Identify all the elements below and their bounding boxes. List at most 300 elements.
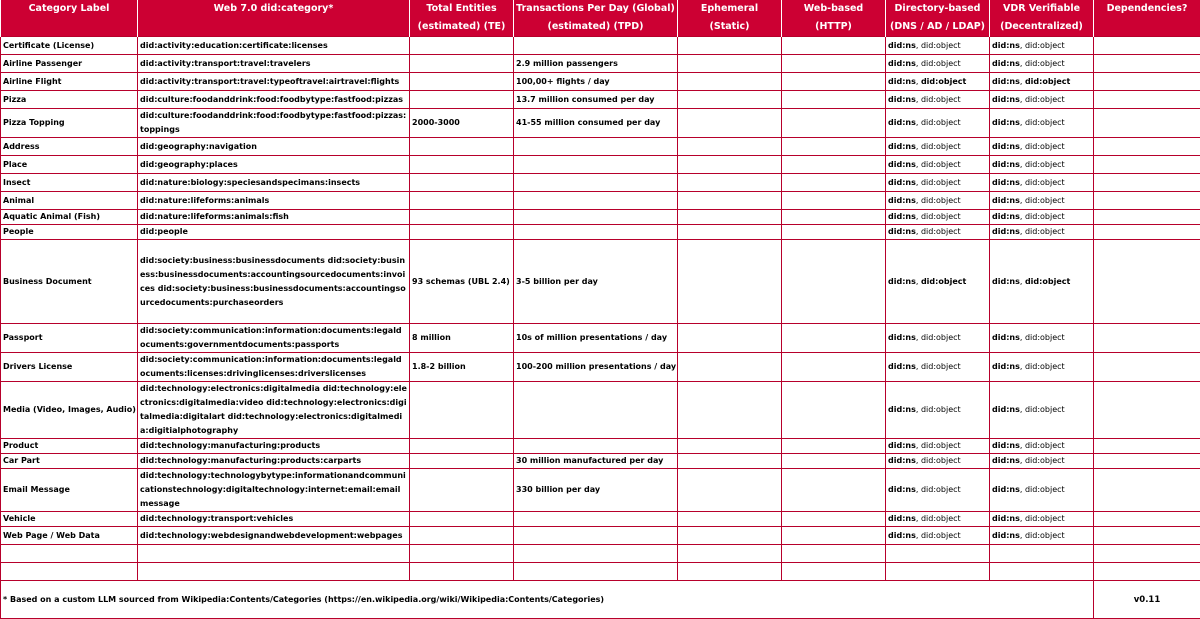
dependencies-cell[interactable] [1094, 37, 1200, 55]
web-based-cell[interactable] [782, 353, 886, 382]
empty-cell[interactable] [1, 545, 138, 563]
directory-based-cell[interactable] [886, 225, 990, 240]
dependencies-cell[interactable] [1094, 210, 1200, 225]
directory-based-cell[interactable] [886, 192, 990, 210]
dependencies-cell[interactable] [1094, 439, 1200, 454]
did-object-value: did:object [921, 160, 961, 169]
ephemeral-cell[interactable] [678, 469, 782, 512]
vdr-verifiable-cell[interactable] [990, 353, 1094, 382]
column-header[interactable]: Total Entities [410, 0, 514, 18]
did-ns-value: did:ns [992, 178, 1020, 187]
web-based-cell[interactable] [782, 382, 886, 439]
ephemeral-cell[interactable] [678, 454, 782, 469]
dependencies-cell[interactable] [1094, 240, 1200, 324]
did-category-cell[interactable]: did:society:communication:information:documents:legaldocuments:governmentdocuments:passports [138, 324, 410, 353]
total-entities-cell[interactable] [410, 454, 514, 469]
did-category-cell[interactable]: did:culture:foodanddrink:food:foodbytype:fastfood:pizzas [138, 91, 410, 109]
total-entities-cell[interactable] [410, 192, 514, 210]
ephemeral-cell[interactable] [678, 439, 782, 454]
web-based-cell[interactable] [782, 324, 886, 353]
total-entities-cell[interactable] [410, 512, 514, 527]
web-based-cell[interactable] [782, 174, 886, 192]
did-ns-value: did:ns [888, 405, 916, 414]
category-label-cell[interactable]: Drivers License [1, 353, 138, 382]
column-header-subtitle: (Decentralized) [990, 18, 1094, 37]
did-object-value: did:object [1025, 41, 1065, 50]
total-entities-cell[interactable]: 8 million [410, 324, 514, 353]
ephemeral-cell[interactable] [678, 240, 782, 324]
dependencies-cell[interactable] [1094, 109, 1200, 138]
web-based-cell[interactable] [782, 109, 886, 138]
transactions-per-day-cell[interactable]: 330 billion per day [514, 469, 678, 512]
ephemeral-cell[interactable] [678, 37, 782, 55]
vdr-verifiable-cell[interactable] [990, 454, 1094, 469]
dependencies-cell[interactable] [1094, 156, 1200, 174]
directory-based-cell[interactable] [886, 454, 990, 469]
vdr-verifiable-cell[interactable] [990, 109, 1094, 138]
did-ns-value: did:ns [888, 441, 916, 450]
web-based-cell[interactable] [782, 37, 886, 55]
ephemeral-cell[interactable] [678, 512, 782, 527]
dependencies-cell[interactable] [1094, 73, 1200, 91]
ephemeral-cell[interactable] [678, 527, 782, 545]
table-row [1, 55, 1200, 73]
did-ns-value: did:ns [888, 196, 916, 205]
dependencies-cell[interactable] [1094, 91, 1200, 109]
did-object-value: did:object [1025, 441, 1065, 450]
directory-based-cell[interactable] [886, 138, 990, 156]
empty-cell[interactable] [514, 563, 678, 581]
empty-cell[interactable] [886, 563, 990, 581]
empty-cell[interactable] [678, 545, 782, 563]
dependencies-cell[interactable] [1094, 324, 1200, 353]
category-label-cell[interactable]: Pizza Topping [1, 109, 138, 138]
dependencies-cell[interactable] [1094, 225, 1200, 240]
ephemeral-cell[interactable] [678, 210, 782, 225]
ephemeral-cell[interactable] [678, 73, 782, 91]
transactions-per-day-cell[interactable] [514, 156, 678, 174]
did-ns-value: did:ns [992, 59, 1020, 68]
transactions-per-day-cell[interactable] [514, 37, 678, 55]
table-row [1, 225, 1200, 240]
column-header-subtitle [1094, 18, 1200, 37]
category-label-cell[interactable]: Business Document [1, 240, 138, 324]
separator: , [1020, 531, 1025, 540]
category-label-cell[interactable]: Airline Passenger [1, 55, 138, 73]
total-entities-cell[interactable] [410, 73, 514, 91]
total-entities-cell[interactable]: 2000-3000 [410, 109, 514, 138]
did-ns-value: did:ns [992, 485, 1020, 494]
transactions-per-day-cell[interactable]: 13.7 million consumed per day [514, 91, 678, 109]
total-entities-cell[interactable] [410, 55, 514, 73]
transactions-per-day-cell[interactable] [514, 174, 678, 192]
did-ns-value: did:ns [888, 95, 916, 104]
did-category-cell[interactable]: did:technology:transport:vehicles [138, 512, 410, 527]
separator: , [1020, 95, 1025, 104]
dependencies-cell[interactable] [1094, 353, 1200, 382]
did-ns-value: did:ns [992, 456, 1020, 465]
empty-cell[interactable] [1, 563, 138, 581]
column-header[interactable]: VDR Verifiable [990, 0, 1094, 18]
category-label-cell[interactable]: Aquatic Animal (Fish) [1, 210, 138, 225]
did-category-cell[interactable]: did:technology:electronics:digitalmedia did:technology:electronics:digitalmedia:video did:technology:electronics:digitalmedia:digitalart did:technology:electronics:digitalmedia:digitialphotography [138, 382, 410, 439]
category-label-cell[interactable]: Email Message [1, 469, 138, 512]
vdr-verifiable-cell[interactable] [990, 382, 1094, 439]
did-category-cell[interactable]: did:geography:navigation [138, 138, 410, 156]
separator: , [916, 95, 921, 104]
did-category-cell[interactable]: did:society:communication:information:documents:legaldocuments:licenses:drivinglicenses:driverslicenses [138, 353, 410, 382]
web-based-cell[interactable] [782, 156, 886, 174]
empty-cell[interactable] [1094, 563, 1200, 581]
column-header[interactable]: Web 7.0 did:category* [138, 0, 410, 18]
did-ns-value: did:ns [992, 531, 1020, 540]
ephemeral-cell[interactable] [678, 156, 782, 174]
ephemeral-cell[interactable] [678, 324, 782, 353]
did-object-value: did:object [921, 531, 961, 540]
directory-based-cell[interactable] [886, 91, 990, 109]
empty-cell[interactable] [1094, 545, 1200, 563]
did-ns-value: did:ns [888, 227, 916, 236]
category-label-cell[interactable]: Web Page / Web Data [1, 527, 138, 545]
did-object-value: did:object [921, 485, 961, 494]
vdr-verifiable-cell[interactable] [990, 138, 1094, 156]
category-label-cell[interactable]: Address [1, 138, 138, 156]
transactions-per-day-cell[interactable] [514, 210, 678, 225]
separator: , [916, 333, 921, 342]
total-entities-cell[interactable] [410, 469, 514, 512]
table-row [1, 382, 1200, 439]
ephemeral-cell[interactable] [678, 91, 782, 109]
directory-based-cell[interactable] [886, 527, 990, 545]
vdr-verifiable-cell[interactable] [990, 55, 1094, 73]
dependencies-cell[interactable] [1094, 192, 1200, 210]
vdr-verifiable-cell[interactable] [990, 91, 1094, 109]
transactions-per-day-cell[interactable] [514, 225, 678, 240]
table-row [1, 324, 1200, 353]
did-object-value: did:object [1025, 485, 1065, 494]
empty-row [1, 563, 1200, 581]
empty-cell[interactable] [886, 545, 990, 563]
table-row [1, 210, 1200, 225]
separator: , [916, 59, 921, 68]
dependencies-cell[interactable] [1094, 512, 1200, 527]
web-based-cell[interactable] [782, 73, 886, 91]
did-category-cell[interactable]: did:activity:transport:travel:typeoftravel:airtravel:flights [138, 73, 410, 91]
did-category-cell[interactable]: did:geography:places [138, 156, 410, 174]
total-entities-cell[interactable] [410, 91, 514, 109]
dependencies-cell[interactable] [1094, 469, 1200, 512]
did-category-cell[interactable]: did:technology:technologybytype:informationandcommunicationstechnology:digitaltechnology:internet:email:emailmessage [138, 469, 410, 512]
did-ns-value: did:ns [992, 227, 1020, 236]
empty-row [1, 545, 1200, 563]
did-ns-value: did:ns [992, 77, 1020, 86]
empty-cell[interactable] [782, 563, 886, 581]
vdr-verifiable-cell[interactable] [990, 156, 1094, 174]
table-row [1, 109, 1200, 138]
did-ns-value: did:ns [992, 405, 1020, 414]
category-label-cell[interactable]: Animal [1, 192, 138, 210]
did-ns-value: did:ns [888, 142, 916, 151]
total-entities-cell[interactable] [410, 382, 514, 439]
did-object-value: did:object [921, 227, 961, 236]
directory-based-cell[interactable] [886, 439, 990, 454]
did-object-value: did:object [921, 196, 961, 205]
total-entities-cell[interactable]: 1.8-2 billion [410, 353, 514, 382]
separator: , [1020, 160, 1025, 169]
transactions-per-day-cell[interactable]: 30 million manufactured per day [514, 454, 678, 469]
dependencies-cell[interactable] [1094, 454, 1200, 469]
category-label-cell[interactable]: Vehicle [1, 512, 138, 527]
vdr-verifiable-cell[interactable] [990, 225, 1094, 240]
did-object-value: did:object [1025, 362, 1065, 371]
directory-based-cell[interactable] [886, 240, 990, 324]
total-entities-cell[interactable] [410, 439, 514, 454]
directory-based-cell[interactable] [886, 37, 990, 55]
table-row [1, 439, 1200, 454]
vdr-verifiable-cell[interactable] [990, 469, 1094, 512]
transactions-per-day-cell[interactable] [514, 138, 678, 156]
did-object-value: did:object [1025, 277, 1070, 286]
dependencies-cell[interactable] [1094, 527, 1200, 545]
total-entities-cell[interactable] [410, 156, 514, 174]
did-category-cell[interactable]: did:nature:lifeforms:animals [138, 192, 410, 210]
category-label-cell[interactable]: Insect [1, 174, 138, 192]
directory-based-cell[interactable] [886, 382, 990, 439]
did-ns-value: did:ns [888, 333, 916, 342]
dependencies-cell[interactable] [1094, 55, 1200, 73]
total-entities-cell[interactable] [410, 527, 514, 545]
directory-based-cell[interactable] [886, 512, 990, 527]
did-ns-value: did:ns [888, 160, 916, 169]
web-based-cell[interactable] [782, 210, 886, 225]
did-object-value: did:object [921, 277, 966, 286]
column-header-subtitle: (HTTP) [782, 18, 886, 37]
transactions-per-day-cell[interactable]: 100,00+ flights / day [514, 73, 678, 91]
column-header-subtitle [1, 18, 138, 37]
did-object-value: did:object [921, 95, 961, 104]
web-based-cell[interactable] [782, 55, 886, 73]
did-object-value: did:object [921, 362, 961, 371]
category-label-cell[interactable]: Place [1, 156, 138, 174]
empty-cell[interactable] [410, 563, 514, 581]
column-header[interactable]: Category Label [1, 0, 138, 18]
did-object-value: did:object [1025, 212, 1065, 221]
version-label: v0.11 [1094, 581, 1200, 619]
ephemeral-cell[interactable] [678, 382, 782, 439]
did-object-value: did:object [1025, 95, 1065, 104]
total-entities-cell[interactable] [410, 37, 514, 55]
table-row [1, 240, 1200, 324]
directory-based-cell[interactable] [886, 109, 990, 138]
ephemeral-cell[interactable] [678, 55, 782, 73]
directory-based-cell[interactable] [886, 174, 990, 192]
category-label-cell[interactable]: Certificate (License) [1, 37, 138, 55]
directory-based-cell[interactable] [886, 469, 990, 512]
separator: , [916, 227, 921, 236]
total-entities-cell[interactable] [410, 138, 514, 156]
web-based-cell[interactable] [782, 91, 886, 109]
ephemeral-cell[interactable] [678, 109, 782, 138]
did-object-value: did:object [1025, 77, 1070, 86]
did-object-value: did:object [921, 514, 961, 523]
did-ns-value: did:ns [992, 362, 1020, 371]
transactions-per-day-cell[interactable] [514, 192, 678, 210]
column-header[interactable]: Transactions Per Day (Global) [514, 0, 678, 18]
separator: , [916, 142, 921, 151]
separator: , [1020, 178, 1025, 187]
web-based-cell[interactable] [782, 225, 886, 240]
directory-based-cell[interactable] [886, 353, 990, 382]
directory-based-cell[interactable] [886, 210, 990, 225]
empty-cell[interactable] [138, 563, 410, 581]
web-based-cell[interactable] [782, 454, 886, 469]
total-entities-cell[interactable] [410, 210, 514, 225]
category-label-cell[interactable]: Pizza [1, 91, 138, 109]
did-ns-value: did:ns [888, 77, 916, 86]
transactions-per-day-cell[interactable]: 100-200 million presentations / day [514, 353, 678, 382]
column-header-subtitle: (DNS / AD / LDAP) [886, 18, 990, 37]
transactions-per-day-cell[interactable]: 3-5 billion per day [514, 240, 678, 324]
vdr-verifiable-cell[interactable] [990, 512, 1094, 527]
did-category-cell[interactable]: did:nature:lifeforms:animals:fish [138, 210, 410, 225]
vdr-verifiable-cell[interactable] [990, 439, 1094, 454]
did-category-cell[interactable]: did:nature:biology:speciesandspecimans:insects [138, 174, 410, 192]
table-row [1, 37, 1200, 55]
empty-cell[interactable] [514, 545, 678, 563]
total-entities-cell[interactable]: 93 schemas (UBL 2.4) [410, 240, 514, 324]
empty-cell[interactable] [782, 545, 886, 563]
category-label-cell[interactable]: Airline Flight [1, 73, 138, 91]
column-header-subtitle: (estimated) (TPD) [514, 18, 678, 37]
empty-cell[interactable] [678, 563, 782, 581]
ephemeral-cell[interactable] [678, 174, 782, 192]
transactions-per-day-cell[interactable]: 41-55 million consumed per day [514, 109, 678, 138]
did-object-value: did:object [1025, 405, 1065, 414]
vdr-verifiable-cell[interactable] [990, 192, 1094, 210]
vdr-verifiable-cell[interactable] [990, 240, 1094, 324]
did-ns-value: did:ns [992, 142, 1020, 151]
transactions-per-day-cell[interactable] [514, 527, 678, 545]
did-category-cell[interactable]: did:technology:manufacturing:products:carparts [138, 454, 410, 469]
did-category-cell[interactable]: did:people [138, 225, 410, 240]
dependencies-cell[interactable] [1094, 382, 1200, 439]
empty-cell[interactable] [990, 563, 1094, 581]
category-label-cell[interactable]: Passport [1, 324, 138, 353]
web-based-cell[interactable] [782, 469, 886, 512]
did-category-cell[interactable]: did:culture:foodanddrink:food:foodbytype:fastfood:pizzas:toppings [138, 109, 410, 138]
column-header[interactable]: Directory-based [886, 0, 990, 18]
did-ns-value: did:ns [888, 485, 916, 494]
category-label-cell[interactable]: People [1, 225, 138, 240]
did-object-value: did:object [921, 441, 961, 450]
web-based-cell[interactable] [782, 527, 886, 545]
web-based-cell[interactable] [782, 439, 886, 454]
web-based-cell[interactable] [782, 240, 886, 324]
column-header[interactable]: Dependencies? [1094, 0, 1200, 18]
did-object-value: did:object [1025, 118, 1065, 127]
did-ns-value: did:ns [888, 277, 916, 286]
did-ns-value: did:ns [992, 160, 1020, 169]
ephemeral-cell[interactable] [678, 138, 782, 156]
web-based-cell[interactable] [782, 512, 886, 527]
total-entities-cell[interactable] [410, 174, 514, 192]
category-label-cell[interactable]: Car Part [1, 454, 138, 469]
did-object-value: did:object [1025, 227, 1065, 236]
separator: , [916, 160, 921, 169]
separator: , [1020, 77, 1025, 86]
did-ns-value: did:ns [888, 531, 916, 540]
ephemeral-cell[interactable] [678, 353, 782, 382]
did-object-value: did:object [1025, 160, 1065, 169]
table-row [1, 156, 1200, 174]
web-based-cell[interactable] [782, 138, 886, 156]
vdr-verifiable-cell[interactable] [990, 210, 1094, 225]
ephemeral-cell[interactable] [678, 192, 782, 210]
separator: , [1020, 456, 1025, 465]
directory-based-cell[interactable] [886, 324, 990, 353]
did-ns-value: did:ns [888, 212, 916, 221]
did-object-value: did:object [921, 77, 966, 86]
table-body [1, 37, 1200, 581]
dependencies-cell[interactable] [1094, 174, 1200, 192]
did-category-cell[interactable]: did:technology:webdesignandwebdevelopment:webpages [138, 527, 410, 545]
did-category-cell[interactable]: did:activity:transport:travel:travelers [138, 55, 410, 73]
did-category-cell[interactable]: did:society:business:businessdocuments did:society:business:businessdocuments:accountingsourcedocuments:invoices did:society:business:businessdocuments:accountingsourcedocuments:purchaseorders [138, 240, 410, 324]
separator: , [916, 178, 921, 187]
total-entities-cell[interactable] [410, 225, 514, 240]
did-object-value: did:object [1025, 514, 1065, 523]
vdr-verifiable-cell[interactable] [990, 73, 1094, 91]
transactions-per-day-cell[interactable] [514, 382, 678, 439]
web-based-cell[interactable] [782, 192, 886, 210]
directory-based-cell[interactable] [886, 156, 990, 174]
vdr-verifiable-cell[interactable] [990, 174, 1094, 192]
transactions-per-day-cell[interactable] [514, 439, 678, 454]
vdr-verifiable-cell[interactable] [990, 527, 1094, 545]
separator: , [916, 41, 921, 50]
empty-cell[interactable] [990, 545, 1094, 563]
directory-based-cell[interactable] [886, 55, 990, 73]
did-category-cell[interactable]: did:technology:manufacturing:products [138, 439, 410, 454]
category-label-cell[interactable]: Media (Video, Images, Audio) [1, 382, 138, 439]
table-row [1, 174, 1200, 192]
separator: , [1020, 196, 1025, 205]
transactions-per-day-cell[interactable] [514, 512, 678, 527]
did-object-value: did:object [921, 118, 961, 127]
did-object-value: did:object [921, 212, 961, 221]
column-header[interactable]: Web-based [782, 0, 886, 18]
column-header[interactable]: Ephemeral [678, 0, 782, 18]
vdr-verifiable-cell[interactable] [990, 37, 1094, 55]
did-ns-value: did:ns [992, 514, 1020, 523]
did-category-cell[interactable]: did:activity:education:certificate:licenses [138, 37, 410, 55]
empty-cell[interactable] [138, 545, 410, 563]
table-row [1, 469, 1200, 512]
transactions-per-day-cell[interactable]: 10s of million presentations / day [514, 324, 678, 353]
vdr-verifiable-cell[interactable] [990, 324, 1094, 353]
directory-based-cell[interactable] [886, 73, 990, 91]
transactions-per-day-cell[interactable]: 2.9 million passengers [514, 55, 678, 73]
separator: , [916, 77, 921, 86]
did-ns-value: did:ns [992, 441, 1020, 450]
category-label-cell[interactable]: Product [1, 439, 138, 454]
did-object-value: did:object [921, 333, 961, 342]
empty-cell[interactable] [410, 545, 514, 563]
dependencies-cell[interactable] [1094, 138, 1200, 156]
table-row [1, 353, 1200, 382]
ephemeral-cell[interactable] [678, 225, 782, 240]
did-ns-value: did:ns [888, 118, 916, 127]
